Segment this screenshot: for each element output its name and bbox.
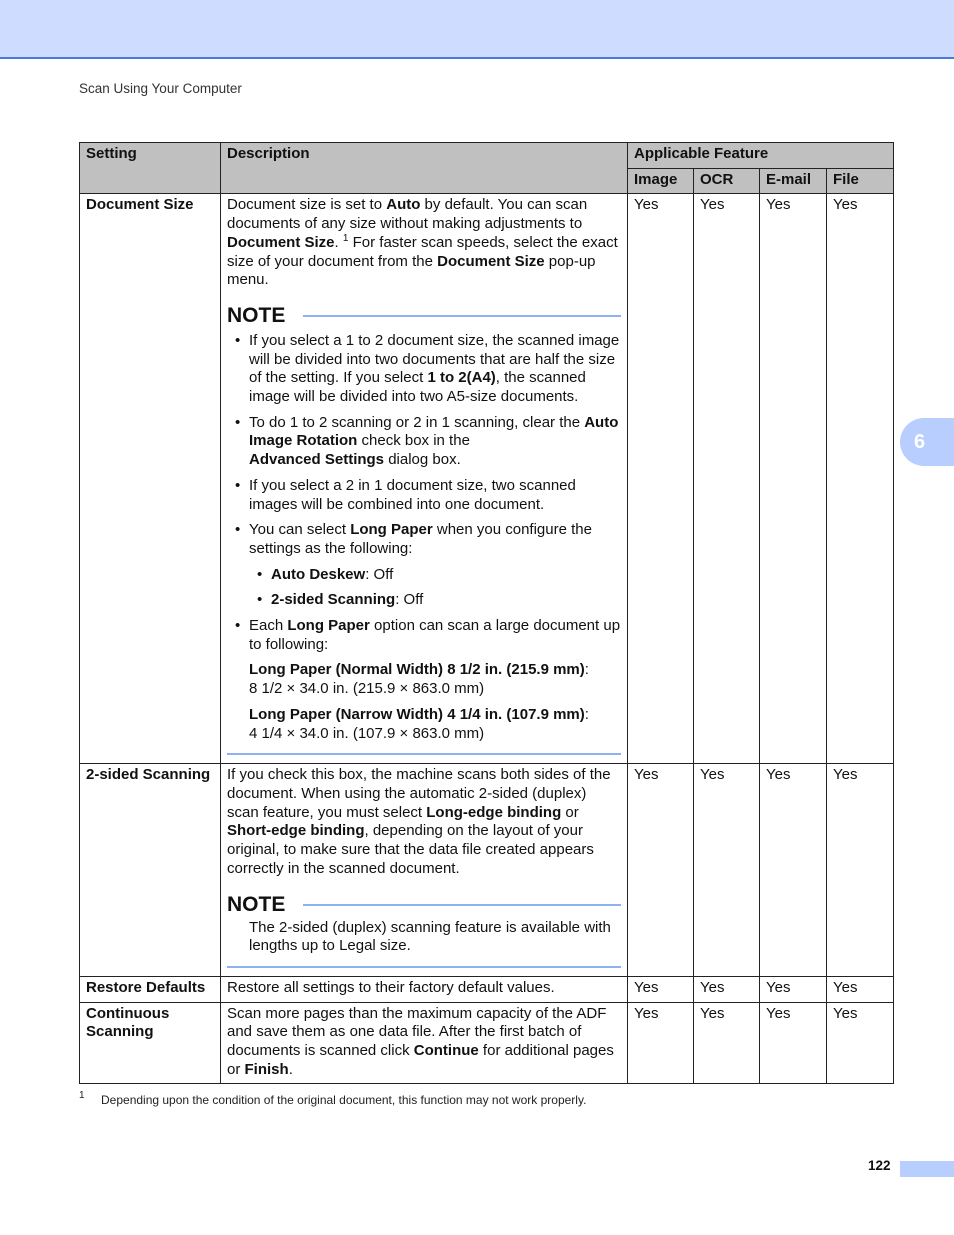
image-cell: Yes [628,1002,694,1084]
note-bottom-rule [227,966,621,968]
setting-description [221,764,628,977]
note-heading [227,304,621,328]
file-cell: Yes [827,194,894,764]
table-row [80,976,894,1002]
sub-list [249,566,621,610]
email-cell: Yes [760,976,827,1002]
note-divider [303,904,621,906]
note-list [227,332,621,743]
header-band [0,0,954,59]
header-description: Description [221,143,628,194]
email-cell: Yes [760,194,827,764]
image-cell: Yes [628,194,694,764]
note-text: The 2-sided (duplex) scanning feature is available with lengths up to Legal size. [249,918,611,955]
setting-name: Restore Defaults [80,976,221,1002]
page-number-bar [900,1161,954,1177]
list-item: • Each Long Paper option can scan a large document up to following: Long Paper (Normal Width) 8 1/2 in. (215.9 mm): 8 1/2 × 34.0 in. (215.9 × 863.0 mm) Long Paper (Narrow Width) 4 1/4 in. (107.9 mm): 4 1/4 × 34.0 in. (107.9 × 863.0 mm) [227,617,621,743]
footnote-text: Depending upon the condition of the original document, this function may not work properly. [101,1093,587,1107]
table-row [80,194,894,764]
list-item: • You can select Long Paper when you configure the settings as the following: • Auto Deskew: Off • 2-sided Scanning: Off [227,521,621,610]
header-email: E-mail [760,168,827,194]
setting-name: 2-sided Scanning [80,764,221,977]
note-label: NOTE [227,303,286,327]
header-file: File [827,168,894,194]
header-applicable-feature: Applicable Feature [628,143,894,169]
file-cell: Yes [827,764,894,977]
header-setting: Setting [80,143,221,194]
note-label: NOTE [227,892,286,916]
page-number: 122 [868,1158,891,1173]
list-item: • If you select a 1 to 2 document size, the scanned image will be divided into two documents that are half the size of the setting. If you select 1 to 2(A4), the scanned image will be divided into two A5-size documents. [227,332,621,407]
header-image: Image [628,168,694,194]
email-cell: Yes [760,764,827,977]
list-item: • If you select a 2 in 1 document size, two scanned images will be combined into one document. [227,477,621,514]
setting-description [221,194,628,764]
list-item: • Auto Deskew: Off [249,566,621,585]
long-paper-normal: Long Paper (Normal Width) 8 1/2 in. (215.9 mm): 8 1/2 × 34.0 in. (215.9 × 863.0 mm) [249,661,589,698]
setting-name: Document Size [80,194,221,764]
ocr-cell: Yes [694,976,760,1002]
email-cell: Yes [760,1002,827,1084]
note-divider [303,315,621,317]
file-cell: Yes [827,976,894,1002]
footnote-ref: 1 [342,232,349,244]
table-header-row [80,143,894,169]
table-row [80,764,894,977]
settings-table [79,142,894,1084]
note-heading [227,893,621,917]
setting-description: Scan more pages than the maximum capacity of the ADF and save them as one data file. After the first batch of documents is scanned click Continue for additional pages or Finish. [221,1002,628,1084]
file-cell: Yes [827,1002,894,1084]
ocr-cell: Yes [694,194,760,764]
list-item: • 2-sided Scanning: Off [249,591,621,610]
note-bottom-rule [227,753,621,755]
ocr-cell: Yes [694,764,760,977]
chapter-tab[interactable]: 6 [900,418,954,466]
long-paper-narrow: Long Paper (Narrow Width) 4 1/4 in. (107.9 mm): 4 1/4 × 34.0 in. (107.9 × 863.0 mm) [249,705,589,742]
ocr-cell: Yes [694,1002,760,1084]
image-cell: Yes [628,976,694,1002]
table-row [80,1002,894,1084]
description-text: If you check this box, the machine scans both sides of the document. When using the automatic 2-sided (duplex) scan feature, you must select Long-edge binding or Short-edge binding, depending on the layout of your original, to make sure that the data file created appears correctly in the scanned document. [227,766,611,877]
description-text: Document size is set to Auto by default. You can scan documents of any size without making adjustments to Document Size. $^1$ For faster scan speeds, select the exact size of your document from the Document Size pop-up menu. [227,196,618,289]
header-ocr: OCR [694,168,760,194]
setting-name: Continuous Scanning [80,1002,221,1084]
footnote-number: 1 [79,1090,85,1101]
list-item: • To do 1 to 2 scanning or 2 in 1 scanning, clear the Auto Image Rotation check box in the Advanced Settings dialog box. [227,414,621,470]
image-cell: Yes [628,764,694,977]
running-title: Scan Using Your Computer [79,81,242,96]
setting-description: Restore all settings to their factory default values. [221,976,628,1002]
